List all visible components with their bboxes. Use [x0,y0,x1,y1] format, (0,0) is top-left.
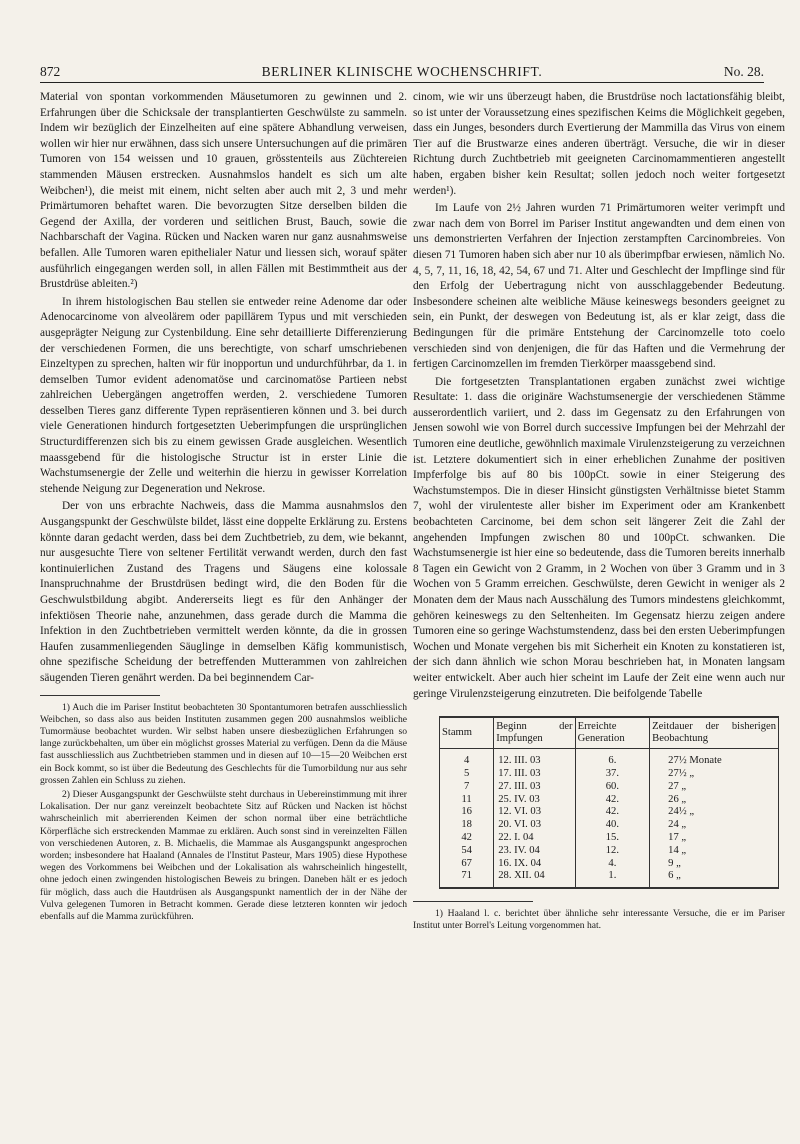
strain-table [439,716,779,889]
table-cell: 67 [440,858,494,871]
table-row [440,749,779,768]
table-cell: 11 [440,794,494,807]
table-body [440,749,779,888]
table-cell: 28. XII. 04 [494,870,575,888]
table-cell: 14 „ [650,845,779,858]
table-cell: 15. [575,832,650,845]
table-cell: 27½ „ [650,768,779,781]
footnote-divider [413,901,533,902]
table-header: Zeitdauer der bisherigen Beobachtung [650,717,779,749]
table-row [440,781,779,794]
body-paragraph: In ihrem histologischen Bau stellen sie entweder reine Adenome dar oder Adenocarcinome von alveolärem oder papillärem Typus und mit verschieden ausgeprägter Neigung zur Cystenbildung. Eine sehr detaillierte Differenzierung der verschiedenen Formen, die uns berechtigte, von scharf umschriebenen Einzeltypen zu sprechen, halten wir für inopportun und undurchführbar, da 1. in demselben Tumor evident adenomatöse und carcinomatöse Partieen nebst zahlreichen Uebergängen angetroffen werden, 2. verschiedene Tumoren desselben Tieres ganz differente Typen repräsentieren können und 3. bei durch viele Generationen hindurch fortgesetzten Ueberimpfungen die ursprünglichen Structurdifferenzen sich bis zu einem gewissen Grade ausgleichen. Wesentlich maassgebend für die histologische Structur ist in erster Linie die Wachstumsenergie der Zelle und weiterhin die hierzu in gewisser Korrelation stehende Neigung zur Degeneration und Nekrose. [40,295,407,495]
table-row [440,794,779,807]
table-cell: 42. [575,806,650,819]
table-row [440,832,779,845]
table-row [440,819,779,832]
table-cell: 6. [575,749,650,768]
table-cell: 27½ Monate [650,749,779,768]
table-row [440,858,779,871]
body-paragraph: Der von uns erbrachte Nachweis, dass die Mamma ausnahmslos den Ausgangspunkt der Geschwülste bildet, lässt eine doppelte Erklärung zu. Erstens könnte daran gedacht werden, dass bei dem Zuchtbetrieb, zu dem, wie bekannt, nur ausgesuchte Tiere von seltener Fertilität verwandt werden, durch den fast kontinuierlichen Zustand des Tragens und Säugens eine kolossale Inanspruchnahme der Brustdrüsen bedingt wird, die den Boden für die Geschwulstbildung abgibt. Andererseits liegt es für den Anhänger der infektiösen Theorie nahe, anzunehmen, dass gerade durch die Mamma die Infektion in den Zuchtbetrieben vermittelt werden könnte, da die in grossen Haufen zusammenliegenden Säuglinge in demselben Käfig kommunistisch, ohne spezifische Scheidung der betreffenden Mutterammen von zahlreichen säugenden Tieren genährt werden. Da bei beginnendem Car- [40,500,407,684]
table-cell: 60. [575,781,650,794]
table-cell: 24½ „ [650,806,779,819]
table-row [440,768,779,781]
table-cell: 16. IX. 04 [494,858,575,871]
table-cell: 37. [575,768,650,781]
table-header: Erreichte Generation [575,717,650,749]
table-header-row [440,717,779,749]
table-header: Stamm [440,717,494,749]
page-header [40,64,764,83]
table-header: Beginn der Impfungen [494,717,575,749]
table-cell: 18 [440,819,494,832]
table-cell: 42 [440,832,494,845]
table-cell: 4. [575,858,650,871]
footnote-divider [40,695,160,696]
table-cell: 9 „ [650,858,779,871]
table-cell: 27. III. 03 [494,781,575,794]
table-cell: 12. VI. 03 [494,806,575,819]
table-cell: 16 [440,806,494,819]
table-cell: 71 [440,870,494,888]
journal-title: BERLINER KLINISCHE WOCHENSCHRIFT. [261,64,543,79]
issue-number: No. 28. [723,64,764,79]
table-cell: 20. VI. 03 [494,819,575,832]
table-cell: 42. [575,794,650,807]
table-cell: 23. IV. 04 [494,845,575,858]
table-row [440,845,779,858]
left-column [40,90,407,923]
table-cell: 12. [575,845,650,858]
table-cell: 25. IV. 03 [494,794,575,807]
table-cell: 54 [440,845,494,858]
body-paragraph: Im Laufe von 2½ Jahren wurden 71 Primärtumoren weiter verimpft und zwar nach dem von Borrel im Pariser Institut angewandten und dem einen von uns demonstrierten Verfahren der Injection zerstampften Carcinombreies. Von diesen 71 Tumoren haben sich aber nur 10 als überimpfbar erwiesen, nämlich No. 4, 5, 7, 11, 16, 18, 42, 54, 67 und 71. Alter und Geschlecht der Impflinge sind für den Erfolg der Uebertragung nicht von ausschlaggebender Bedeutung. Insbesondere scheinen alte weibliche Mäuse keineswegs besonders geeignet zu sein, ein Punkt, der deswegen von Bedeutung ist, als er klar zeigt, dass die Bedingungen für die primäre Entstehung der Carcinomzelle toto coelo verschieden sind von denjenigen, die für das Haften und die Vermehrung der fertigen Carcinomzellen im fremden Tierkörper maassgebend sind. [413,202,785,371]
body-paragraph: Material von spontan vorkommenden Mäusetumoren zu gewinnen und 2. Erfahrungen über die Schicksale der transplantierten Geschwülste zu sammeln. Indem wir bezüglich der Einzelheiten auf eine spätere Abhandlung verweisen, wollen wir hier nur erwähnen, dass sich unsere Untersuchungen auf die primären Tumoren von 154 weissen und 10 grauen, grösstenteils aus Züchtereien stammenden Mäusen erstrecken. Ausnahmslos handelt es sich um alte Weibchen¹), die meist mit einem, nicht selten aber auch mit 2, 3 und mehr Primärtumoren behaftet waren. Die bevorzugten Sitze derselben bilden die Gegend der Axilla, der vorderen und seitlichen Brust, Bauch, sowie die Nachbarschaft der Vagina. Rücken und Nacken waren nur ganz ausnahmsweise befallen. Alle Tumoren waren epithelialer Natur und liessen sich, worauf später ausführlich eingegangen werden soll, in allen Fällen mit Bestimmtheit aus der Brustdrüse ableiten.²) [40,91,407,291]
table-cell: 5 [440,768,494,781]
table-row [440,806,779,819]
table-cell: 27 „ [650,781,779,794]
table-cell: 26 „ [650,794,779,807]
table-cell: 22. I. 04 [494,832,575,845]
table-cell: 40. [575,819,650,832]
table-cell: 17. III. 03 [494,768,575,781]
table-cell: 6 „ [650,870,779,888]
table-cell: 12. III. 03 [494,749,575,768]
body-paragraph: cinom, wie wir uns überzeugt haben, die Brustdrüse noch lactationsfähig bleibt, so ist unter der Voraussetzung eines spezifischen Keims die Möglichkeit gegeben, dass ein Junges, besonders durch Evertierung der Mammilla das Virus von einem Tier auf die Brustwarze eines anderen überträgt. Versuche, die wir in dieser Richtung durch Zuchtbetrieb mit geeigneten Carcinomammentieren angestellt haben, ergaben bisher kein Resultat; sollen jedoch noch weiter fortgesetzt werden¹). [413,91,785,197]
table-cell: 24 „ [650,819,779,832]
footnote: 2) Dieser Ausgangspunkt der Geschwülste steht durchaus in Uebereinstimmung mit ihrer Lokalisation. Der nur ganz vereinzelt beobachtete Sitz auf Rücken und Nacken ist höchst wahrscheinlich mit aberrierenden Keimen der schon normal über eine beträchtliche Körperfläche sich erstreckenden Mammae zu erklären. Auch sonst sind in vereinzelten Fällen von verschiedenen Autoren, z. B. Michaelis, die Mammae als Ausgangspunkt angesprochen worden; insbesondere hat Haaland (Annales de l'Institut Pasteur, Mars 1905) diese Hypothese wegen des Vorkommens bei Weibchen und der Lokalisation als wahrscheinlich hingestellt, ohne jedoch einen zwingenden histologischen Beweis zu bringen. Daneben hält er es jedoch für möglich, dass auch die Hautdrüsen als Ausgangspunkt namentlich der in der Nähe der Vulva gelegenen Tumoren in Betracht kommen. Gerade diese letzteren konnten wir jedoch ebenfalls auf die Mamma zurückführen. [40,788,407,923]
body-paragraph: Die fortgesetzten Transplantationen ergaben zunächst zwei wichtige Resultate: 1. dass die originäre Wachstumsenergie der verschiedenen Stämme ausserordentlich variiert, und 2. dass im Gegensatz zu den Erfahrungen von Jensen sowohl wie von Borrel durch successive Impfungen bei der Mehrzahl der Tumoren eine deutliche, gewöhnlich maximale Virulenzsteigerung zu verzeichnen ist. Letztere dokumentiert sich in einer erheblichen Zunahme der positiven Impferfolge bis auf 80 bis 100pCt. sowie in einer Steigerung des Wachstumstempos. Die in dieser Hinsicht günstigsten Verhältnisse bietet Stamm 7, wohl der virulenteste aller bisher im Experiment oder am Krankenbett beobachteten Carcinome, bei dem schon seit längerer Zeit die Zahl der angehenden Impfungen zwischen 80 und 100pCt. schwanken. Die Wachstumsenergie ist hier eine so bedeutende, dass die Tumoren bereits innerhalb 8 Tagen ein Gewicht von 2 Gramm, in 2 Wochen von über 3 Gramm und in 3 Wochen von 5 Gramm erreichen. Geschwülste, deren Gewicht in weniger als 2 Monaten dem der Maus nach Ausschälung des Tumors mindestens gleichkommt, gehören keineswegs zu den Seltenheiten. Im Gegensatz hierzu zeigen andere Tumoren eine so geringe Wachstumstendenz, dass bei den ersten Ueberimpfungen Wochen und Monate vergehen bis mit Sicherheit ein Knoten zu konstatieren ist, der sich dann ähnlich wie schon Morau beschrieben hat, in Monaten langsam weiter entwickelt. Aber auch hier scheint im Laufe der Zeit eine wenn auch nur geringe Virulenzsteigerung einzutreten. Die beifolgende Tabelle [413,375,785,700]
table-cell: 7 [440,781,494,794]
table-cell: 1. [575,870,650,888]
table-row [440,870,779,888]
table-cell: 17 „ [650,832,779,845]
footnote: 1) Auch die im Pariser Institut beobachteten 30 Spontantumoren betrafen ausschliesslich Weibchen, so dass also aus beiden Instituten zusammen gegen 200 ausnahmslos weibliche Tumormäuse beobachtet wurden. Wir selbst haben unsere diesbezüglichen Erfahrungen so lange zurückbehalten, um über ein möglichst grosses Material zu verfügen. Denn da die Mäuse fast ausschliesslich aus Zuchtbetrieben stammen und in diesen auf 10—15—20 Weibchen erst ein Bock kommt, so ist über die Bedeutung des Geschlechts für die Tumorbildung nur aus sehr grossen Zahlen ein Schluss zu ziehen. [40,701,407,786]
page-number: 872 [40,64,61,79]
footnote: 1) Haaland l. c. berichtet über ähnliche sehr interessante Versuche, die er im Pariser Institut unter Borrel's Leitung vorgenommen hat. [413,908,785,932]
right-column [413,90,785,933]
table-cell: 4 [440,749,494,768]
